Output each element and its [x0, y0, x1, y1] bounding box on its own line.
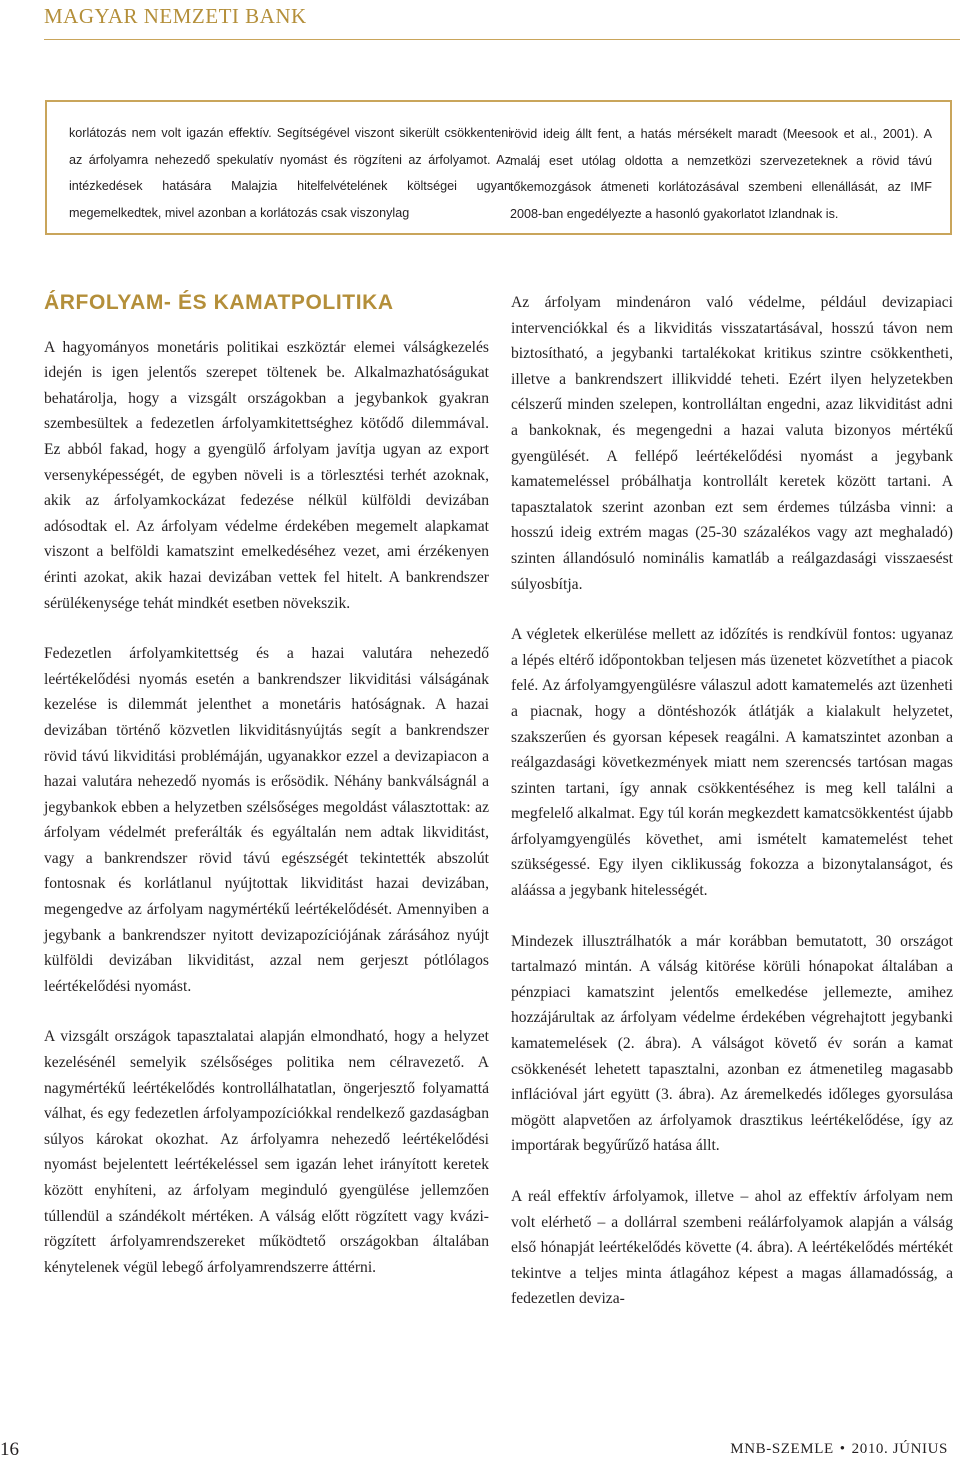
page-number: 16 [0, 1439, 19, 1460]
header-rule [44, 39, 960, 40]
boxed-note-right-text: rövid ideig állt fent, a hatás mérsékelt maradt (Meesook et al., 2001). A maláj eset utólag oldotta a nemzetközi szervezeteknek a rövid távú tőkemozgások átmeneti korlátozásával szembeni ellenállását, az IMF 2008-ban engedélyezte a hasonló gyakorlatot Izlandnak is. [510, 127, 932, 221]
boxed-note [45, 100, 952, 235]
journal-header-title: MAGYAR NEMZETI BANK [44, 4, 307, 28]
boxed-note-left-text: korlátozás nem volt igazán effektív. Segítségével viszont sikerült csökkenteni az árfolyamra nehezedő spekulatív nyomást és rögzíteni az árfolyamot. Az intézkedések hatására Malajzia hitelfelvételének költségei ugyan megemelkedtek, mivel azonban a korlátozás csak viszonylag [69, 126, 511, 220]
paragraph: A reál effektív árfolyamok, illetve – ahol az effektív árfolyam nem volt elérhető – a dollárral szembeni reálárfolyamok alapján a válság első hónapját leértékelődés követte (4. ábra). A leértékelődés mértékét tekintve a teljes minta átlagához képest a magas államadósság, a fedezetlen deviza- [511, 1188, 953, 1308]
paragraph: A vizsgált országok tapasztalatai alapján elmondható, hogy a helyzet kezelésénél semelyik szélsőséges politika nem célravezető. A nagymértékű leértékelődés kontrollálhatatlan, öngerjesztő folyamattá válhat, és egy fedezetlen árfolyampozíciókkal rendelkező gazdaságban súlyos károkat okozhat. Az árfolyamra nehezedő leértékelődési nyomást bejelentett leértékeléssel sem igazán lehet irányított keretek között enyhíteni, az árfolyam meginduló gyengülése jellemzően túllendül a szándékolt mértéken. A válság előtt rögzített vagy kvázi-rögzített árfolyamrendszereket működtető országokban általában kénytelenek végül lebegő árfolyamrendszerre áttérni. [44, 1028, 489, 1276]
paragraph: A végletek elkerülése mellett az időzítés is rendkívül fontos: ugyanaz a lépés eltérő időpontokban teljesen más üzenetet közvetíthet a piacok felé. Az árfolyamgyengülésre válaszul adott kamatemelés azt üzenheti a piacnak, hogy a döntéshozók átlátják a kialakult helyzetet, szakszerűen és gyorsan képesek reagálni. A kamatszintet azonban a reálgazdasági következmények miatt nem szerencsés tartósan magas szinten tartani, így annak csökkentéséhez is meg kell találni a megfelelő alkalmat. Egy túl korán megkezdett kamatcsökkentést újabb árfolyamgyengülés követhet, ami ismételt kamatemelést tehet szükségessé. Egy ilyen ciklikusság fokozza a bizonytalanságot, és aláássa a jegybank hitelességét. [511, 626, 953, 900]
paragraph: Fedezetlen árfolyamkitettség és a hazai valutára nehezedő leértékelődési nyomás esetén a bankrendszer likviditási válságának kezelése is dilemmát jelenthet a monetáris hatóságnak. A hazai devizában történő közvetlen likviditásnyújtás segít a bankrendszer rövid távú likviditási problémáján, ugyanakkor ezzel a devizapiacon a hazai valutára nehezedő nyomás is erősödik. Néhány bankválságnál a jegybankok ebben a helyzetben szélsőséges megoldást választottak: az árfolyam védelmét preferálták és egyáltalán nem adtak likviditást, vagy a bankrendszer rövid távú egészségét tekintették abszolút fontosnak és korlátlanul nyújtottak likviditást hazai devizában, megengedve az árfolyam nagymértékű leértékelődését. Amennyiben a jegybank a bankrendszer nyitott devizapozíciójának zárásához nyújt külföldi devizában likviditást, azzal nem gerjeszt pótlólagos leértékelődési nyomást. [44, 645, 489, 995]
paragraph: Az árfolyam mindenáron való védelme, például devizapiaci intervenciókkal és a likviditás visszatartásával, hosszú távon nem biztosítható, a jegybanki tartalékokat kritikus szintre csökkentheti, illetve a bankrendszert illikviddé teheti. Ezért ilyen helyzetekben célszerű minden szelepen, kontrolláltan engedni, azaz likviditást adni a bankoknak, és megengedni a hazai valuta bizonyos mértékű gyengülését. A fellépő leértékelődési nyomást a jegybank kamatemeléssel próbálhatja kontrollált keretek között tartani. A tapasztalatok szerint azonban ezt sem érdemes túlzásba vinni: a hosszú ideig extrém magas (25-30 százalékos vagy azt meghaladó) szinten állandósuló nominális kamatláb a reálgazdasági visszaesést súlyosbítja. [511, 294, 953, 593]
footer-publication [730, 1441, 948, 1458]
paragraph: A hagyományos monetáris politikai eszköztár elemei válságkezelés idején is igen jelentős szerepet töltenek be. Alkalmazhatóságukat behatárolja, hogy a vizsgált országokban a jegybankok gyakran szembesültek a fedezetlen árfolyamkitettséghez kötődő dilemmával. Ez abból fakad, hogy a gyengülő árfolyam javítja ugyan az export versenyképességét, de egyben növeli is a törlesztési terhét azoknak, akik az árfolyamkockázat fedezése nélkül külföldi devizában adósodtak el. Az árfolyam védelme érdekében megemelt alapkamat viszont a belföldi kamatszint emelkedéséhez vezet, ami érzékenyen érinti azokat, akik hazai devizában vettek fel hitelt. A bankrendszer sérülékenysége tehát mindkét esetben növekszik. [44, 338, 489, 612]
footer-issue-date: 2010. JÚNIUS [851, 1441, 948, 1457]
section-heading: ÁRFOLYAM- ÉS KAMATPOLITIKA [44, 291, 394, 314]
footer-journal-name: MNB-SZEMLE [730, 1441, 834, 1457]
paragraph: Mindezek illusztrálhatók a már korábban bemutatott, 30 országot tartalmazó mintán. A válság kitörése körüli hónapokat általában a pénzpiaci kamatszint jelentős emelkedése jellemezte, amihez hozzájárultak az árfolyam védelme érdekében végrehajtott jegybanki kamatemelések (2. ábra). A válságot követő év során a kamat csökkenését lehetett tapasztalni, azonban ez átmenetileg magasabb inflációval járt együtt (3. ábra). Az áremelkedés időleges gyorsulása mögött alapvetően az árfolyamok drasztikus leértékelődése, így az importárak begyűrűző hatása állt. [511, 932, 953, 1155]
footer-separator: • [839, 1441, 846, 1457]
right-column [511, 290, 953, 1337]
left-column [44, 290, 489, 1305]
